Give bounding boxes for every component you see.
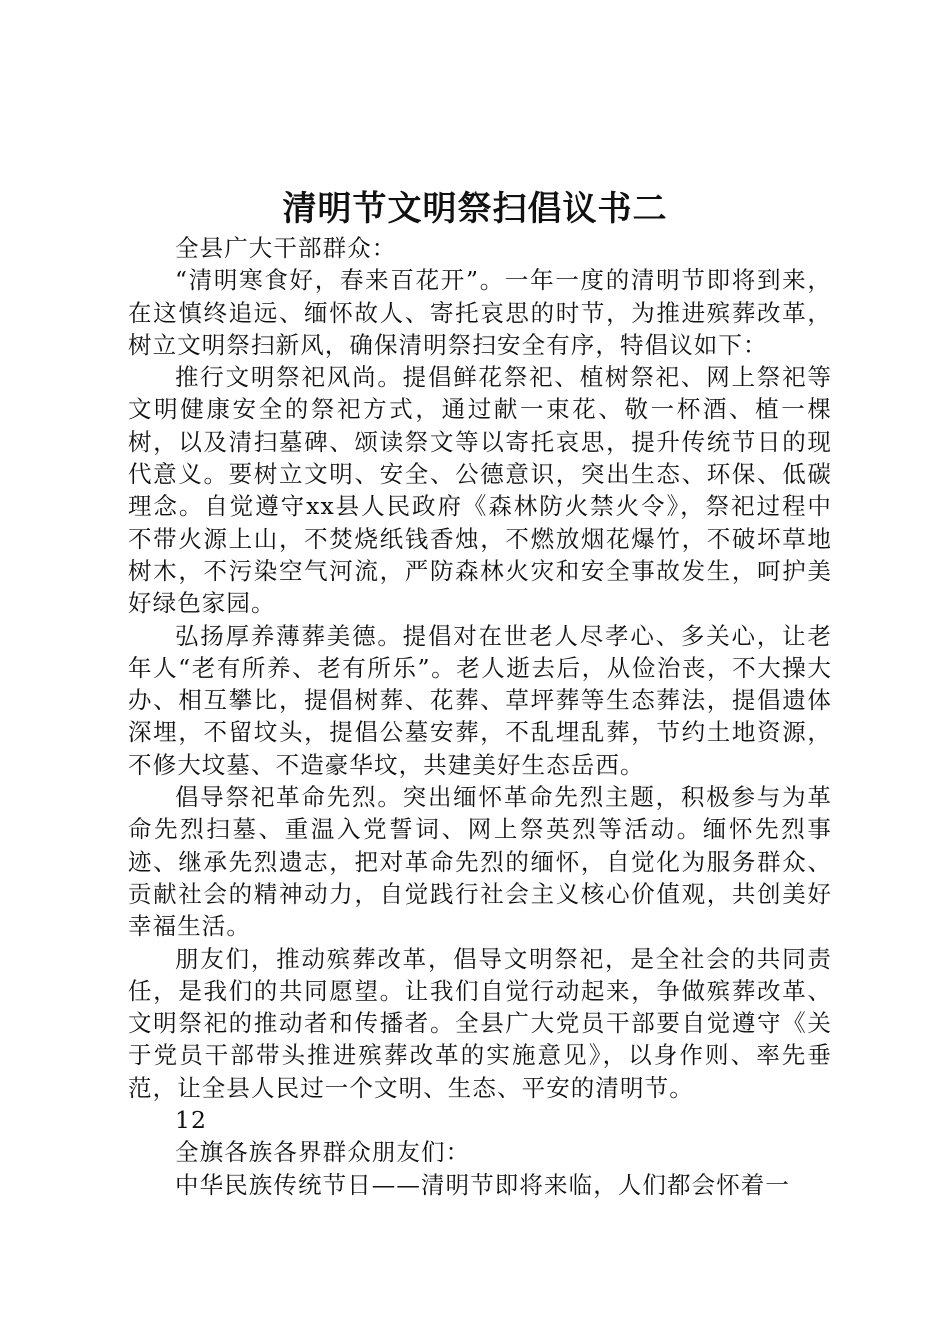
- body-paragraph: 推行文明祭祀风尚。提倡鲜花祭祀、植树祭祀、网上祭祀等文明健康安全的祭祀方式，通过献一束花、敬一杯酒、植一棵树，以及清扫墓碑、颂读祭文等以寄托哀思，提升传统节日的现代意义。要树立文明、安全、公德意识，突出生态、环保、低碳理念。自觉遵守xx县人民政府《森林防火禁火令》，祭祀过程中不带火源上山，不焚烧纸钱香烛，不燃放烟花爆竹，不破坏草地树木，不污染空气河流，严防森林火灾和安全事故发生，呵护美好绿色家园。: [128, 363, 832, 618]
- document-body: [128, 232, 832, 1201]
- closing-paragraph: 朋友们，推动殡葬改革，倡导文明祭祀，是全社会的共同责任，是我们的共同愿望。让我们自觉行动起来，争做殡葬改革、文明祭祀的推动者和传播者。全县广大党员干部要自觉遵守《关于党员干部带头推进殡葬改革的实施意见》，以身作则、率先垂范，让全县人民过一个文明、生态、平安的清明节。: [128, 944, 832, 1102]
- document-title: 清明节文明祭扫倡议书二: [282, 189, 668, 229]
- body-paragraph: 倡导祭祀革命先烈。突出缅怀革命先烈主题，积极参与为革命先烈扫墓、重温入党誓词、网上祭英烈等活动。缅怀先烈事迹、继承先烈遗志，把对革命先烈的缅怀，自觉化为服务群众、贡献社会的精神动力，自觉践行社会主义核心价值观，共创美好幸福生活。: [128, 783, 832, 941]
- second-salutation: 全旗各族各界群众朋友们：: [175, 1138, 471, 1167]
- section-number: 12: [175, 1106, 208, 1135]
- intro-paragraph: “清明寒食好，春来百花开”。一年一度的清明节即将到来，在这慎终追远、缅怀故人、寄托哀思的时节，为推进殡葬改革，树立文明祭扫新风，确保清明祭扫安全有序，特倡议如下：: [128, 266, 832, 359]
- salutation: 全县广大干部群众：: [175, 234, 397, 262]
- second-intro-paragraph: 中华民族传统节日——清明节即将来临，人们都会怀着一: [175, 1170, 790, 1199]
- body-paragraph: 弘扬厚养薄葬美德。提倡对在世老人尽孝心、多关心，让老年人“老有所养、老有所乐”。老人逝去后，从俭治丧，不大操大办、相互攀比，提倡树葬、花葬、草坪葬等生态葬法，提倡遗体深埋，不留坟头，提倡公墓安葬，不乱埋乱葬，节约土地资源，不修大坟墓、不造豪华坟，共建美好生态岳西。: [128, 621, 832, 779]
